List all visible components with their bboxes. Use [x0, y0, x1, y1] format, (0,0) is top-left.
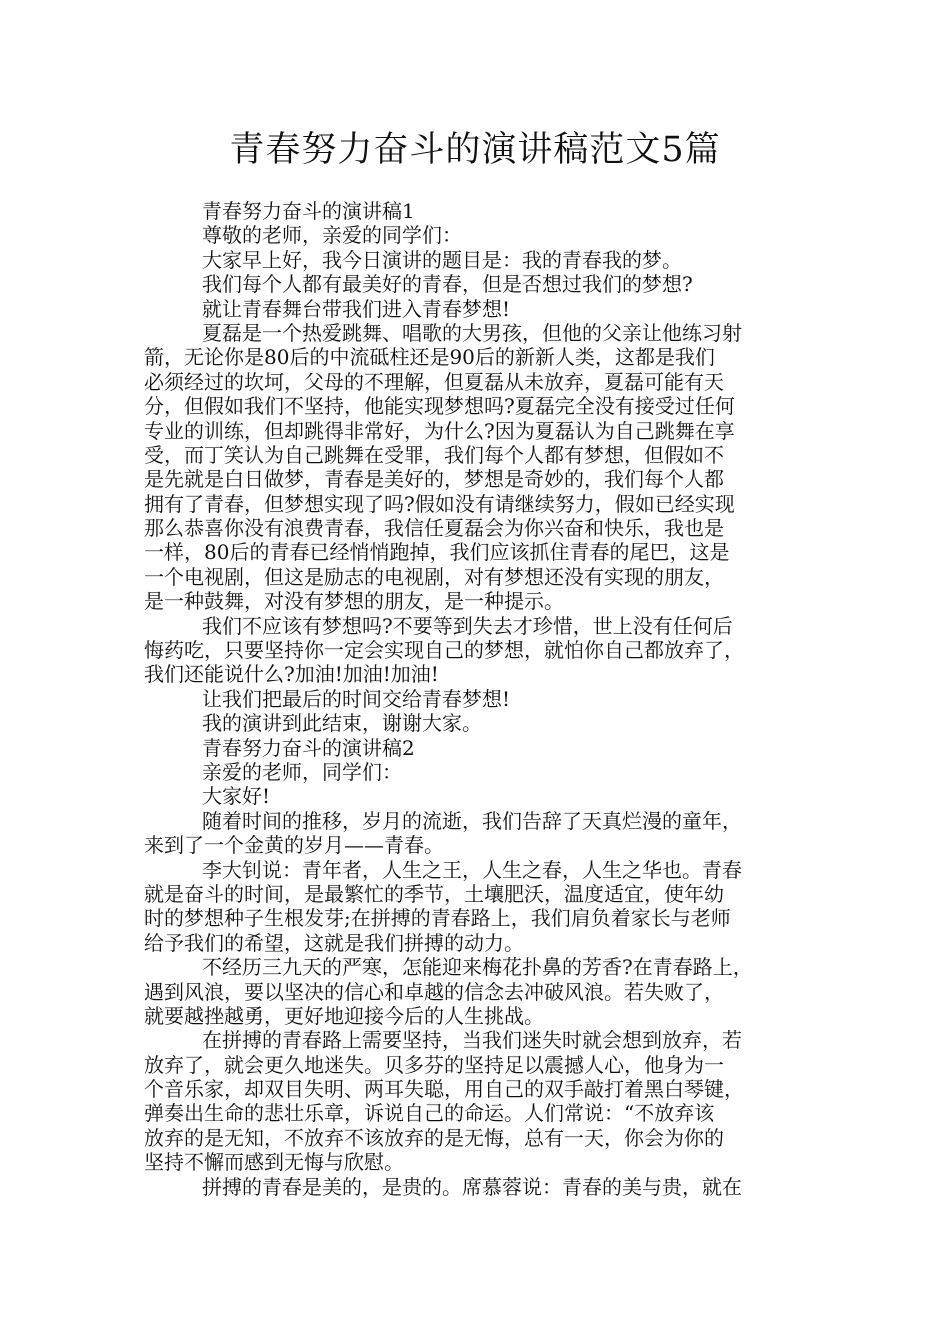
text-line: 是一种鼓舞，对没有梦想的朋友，是一种提示。	[144, 589, 564, 614]
text-line: 就是奋斗的时间，是最繁忙的季节，土壤肥沃，温度适宜，使年幼	[144, 881, 724, 906]
text-line: 是先就是白日做梦，青春是美好的，梦想是奇妙的，我们每个人都	[144, 467, 724, 492]
text-line: 大家好!	[202, 784, 271, 809]
text-line: 亲爱的老师，同学们：	[202, 759, 402, 784]
text-line: 那么恭喜你没有浪费青春，我信任夏磊会为你兴奋和快乐，我也是	[144, 516, 724, 541]
text-line: 遇到风浪，要以坚决的信心和卓越的信念去冲破风浪。若失败了，	[144, 979, 724, 1004]
text-line: 拥有了青春，但梦想实现了吗?假如没有请继续努力，假如已经实现	[144, 491, 735, 516]
text-line: 给予我们的希望，这就是我们拼搏的动力。	[144, 930, 524, 955]
text-line: 随着时间的推移，岁月的流逝，我们告辞了天真烂漫的童年，	[202, 808, 742, 833]
text-line: 弹奏出生命的悲壮乐章，诉说自己的命运。人们常说：“不放弃该	[144, 1101, 715, 1126]
text-line: 大家早上好，我今日演讲的题目是：我的青春我的梦。	[202, 247, 682, 272]
text-line: 悔药吃，只要坚持你一定会实现自己的梦想，就怕你自己都放弃了，	[144, 638, 744, 663]
text-line: 我们每个人都有最美好的青春，但是否想过我们的梦想?	[202, 272, 693, 297]
text-line: 尊敬的老师，亲爱的同学们：	[202, 223, 462, 248]
text-line: 必须经过的坎坷，父母的不理解，但夏磊从未放弃，夏磊可能有天	[144, 369, 724, 394]
text-line: 坚持不懈而感到无悔与欣慰。	[144, 1150, 404, 1175]
text-line: 让我们把最后的时间交给青春梦想!	[202, 686, 511, 711]
text-line: 夏磊是一个热爱跳舞、唱歌的大男孩，但他的父亲让他练习射	[202, 320, 742, 345]
text-line: 在拼搏的青春路上需要坚持，当我们迷失时就会想到放弃，若	[202, 1028, 742, 1053]
text-line: 我们不应该有梦想吗?不要等到失去才珍惜，世上没有任何后	[202, 613, 733, 638]
document-body	[144, 199, 806, 1199]
text-line: 拼搏的青春是美的，是贵的。席慕蓉说：青春的美与贵，就在	[202, 1174, 742, 1199]
text-line: 就让青春舞台带我们进入青春梦想!	[202, 296, 511, 321]
text-line: 受，而丁笑认为自己跳舞在受罪，我们每个人都有梦想，但假如不	[144, 442, 724, 467]
text-line: 专业的训练，但却跳得非常好，为什么?因为夏磊认为自己跳舞在享	[144, 418, 735, 443]
text-line: 我们还能说什么?加油!加油!加油!	[144, 662, 439, 687]
text-line: 一个电视剧，但这是励志的电视剧，对有梦想还没有实现的朋友，	[144, 564, 724, 589]
text-line: 一样，80后的青春已经悄悄跑掉，我们应该抓住青春的尾巴，这是	[144, 540, 730, 565]
text-line: 我的演讲到此结束，谢谢大家。	[202, 711, 482, 736]
text-line: 来到了一个金黄的岁月——青春。	[144, 833, 444, 858]
text-line: 个音乐家，却双目失明、两耳失聪，用自己的双手敲打着黑白琴键，	[144, 1077, 744, 1102]
text-line: 青春努力奋斗的演讲稿2	[202, 735, 415, 760]
text-line: 放弃了，就会更久地迷失。贝多芬的坚持足以震撼人心，他身为一	[144, 1052, 724, 1077]
text-line: 放弃的是无知，不放弃不该放弃的是无悔，总有一天，你会为你的	[144, 1125, 724, 1150]
text-line: 青春努力奋斗的演讲稿1	[202, 199, 415, 223]
text-line: 时的梦想种子生根发芽;在拼搏的青春路上，我们肩负着家长与老师	[144, 906, 731, 931]
text-line: 分，但假如我们不坚持，他能实现梦想吗?夏磊完全没有接受过任何	[144, 394, 735, 419]
text-line: 不经历三九天的严寒，怎能迎来梅花扑鼻的芳香?在青春路上，	[202, 955, 753, 980]
document-title: 青春努力奋斗的演讲稿范文5篇	[229, 130, 721, 170]
text-line: 就要越挫越勇，更好地迎接今后的人生挑战。	[144, 1003, 544, 1028]
text-line: 李大钊说：青年者，人生之王，人生之春，人生之华也。青春	[202, 857, 742, 882]
text-line: 箭，无论你是80后的中流砥柱还是90后的新新人类，这都是我们	[144, 345, 715, 370]
